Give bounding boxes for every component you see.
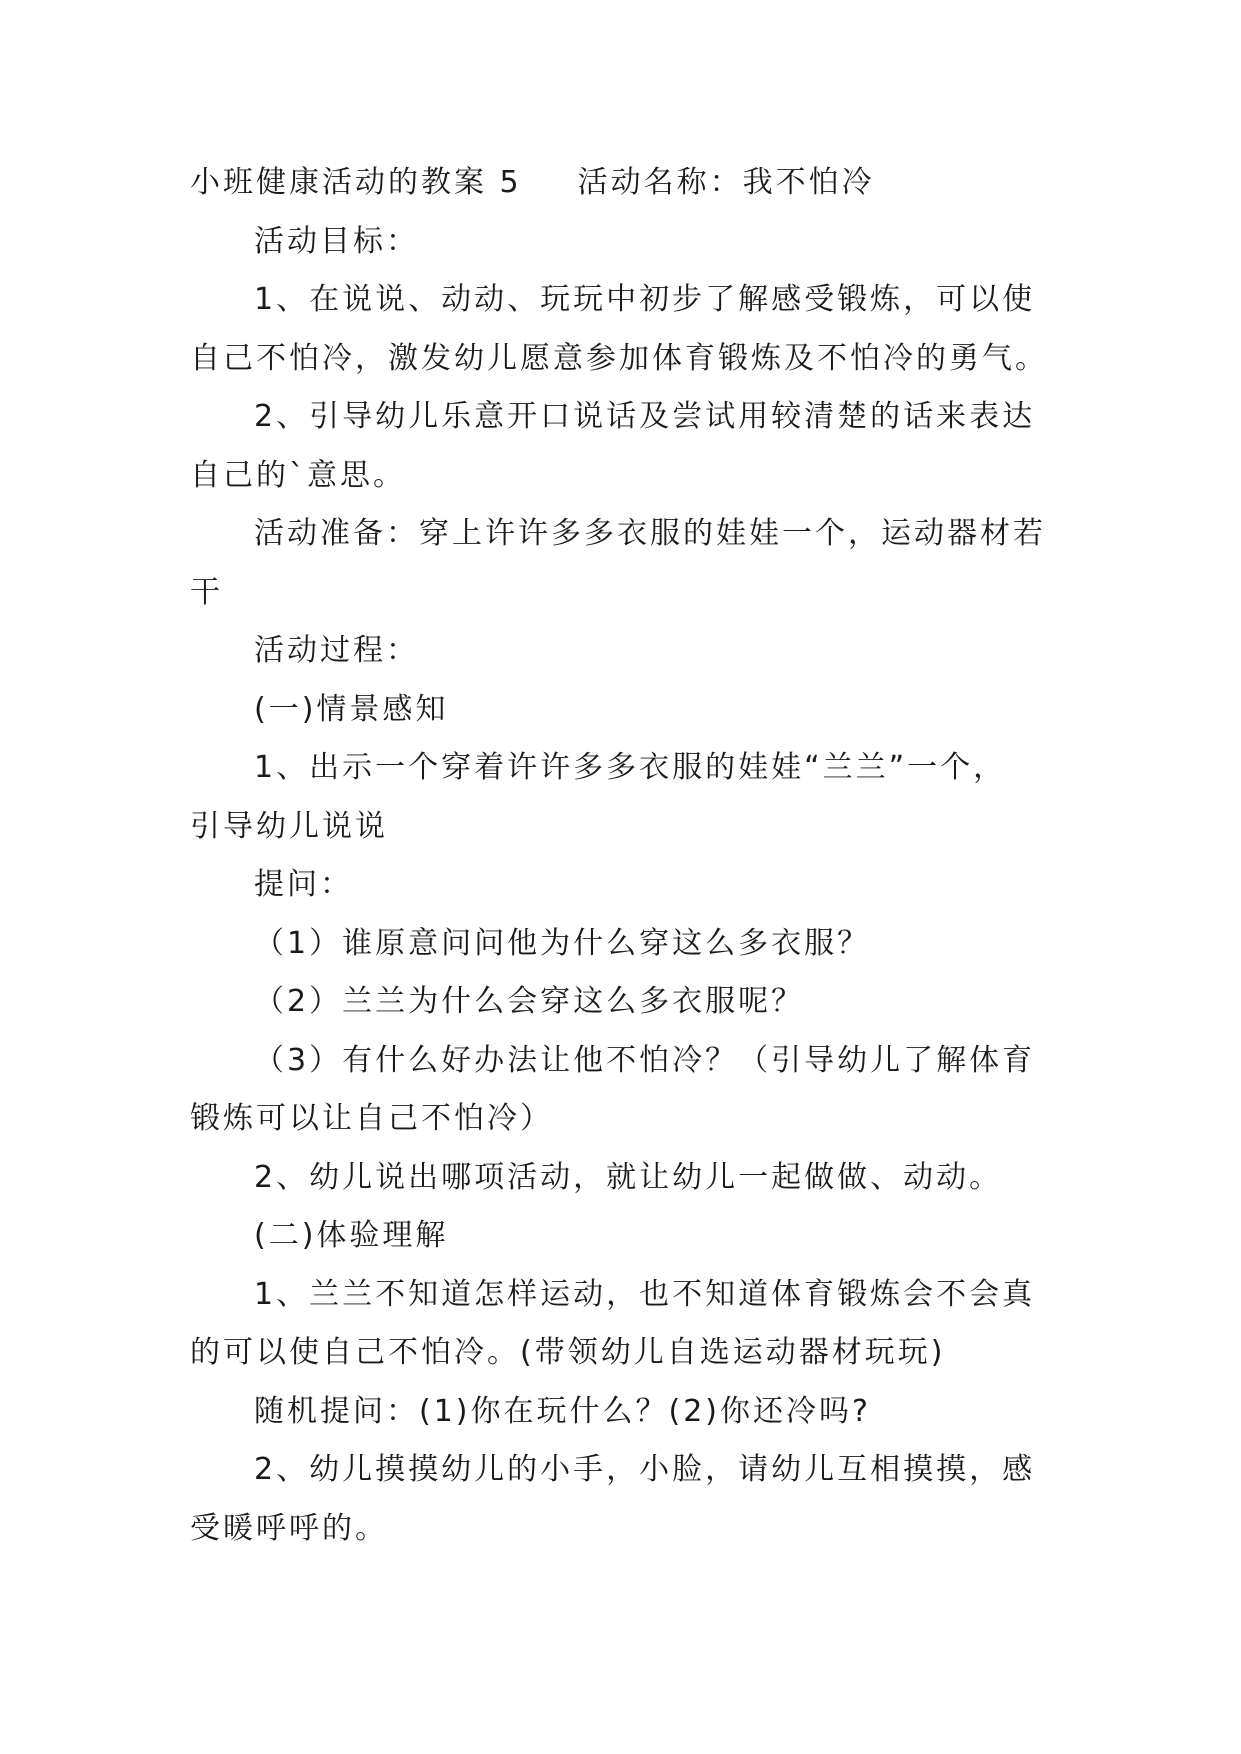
text-line: 活动过程： [254, 633, 419, 668]
text-line: 自己的`意思。 [190, 457, 406, 493]
text-line: 锻炼可以让自己不怕冷） [190, 1101, 553, 1136]
text-line: 1、出示一个穿着许许多多衣服的娃娃“兰兰”一个， [254, 750, 1007, 785]
text-line: （2）兰兰为什么会穿这么多衣服呢？ [254, 984, 805, 1019]
title-line [190, 154, 1070, 213]
document-body [190, 154, 1070, 1558]
paragraph-lines [190, 213, 1070, 1559]
text-line: （1）谁原意问问他为什么穿这么多衣服？ [254, 925, 871, 961]
text-line: 活动目标： [254, 223, 419, 259]
text-line: 干 [190, 574, 223, 610]
text-line: 引导幼儿说说 [190, 808, 388, 844]
document-heading: 小班健康活动的教案 5 [190, 165, 522, 200]
text-line: (一)情景感知 [254, 691, 449, 727]
text-line: 提问： [254, 867, 353, 902]
text-line: 1、在说说、动动、玩玩中初步了解感受锻炼，可以使 [254, 282, 1036, 317]
text-line: 2、幼儿摸摸幼儿的小手，小脸，请幼儿互相摸摸，感 [254, 1452, 1036, 1487]
text-line: 受暖呼呼的。 [190, 1510, 388, 1546]
text-line: 2、幼儿说出哪项活动，就让幼儿一起做做、动动。 [254, 1159, 1003, 1195]
text-line: (二)体验理解 [254, 1218, 449, 1253]
text-line: 1、兰兰不知道怎样运动，也不知道体育锻炼会不会真 [254, 1276, 1036, 1312]
text-line: （3）有什么好办法让他不怕冷？（引导幼儿了解体育 [254, 1042, 1036, 1078]
text-line: 活动准备：穿上许许多多衣服的娃娃一个，运动器材若 [254, 516, 1046, 551]
text-line: 随机提问：(1)你在玩什么？(2)你还冷吗? [254, 1393, 871, 1429]
text-line: 的可以使自己不怕冷。(带领幼儿自选运动器材玩玩) [190, 1335, 946, 1370]
text-line: 自己不怕冷，激发幼儿愿意参加体育锻炼及不怕冷的勇气。 [190, 340, 1048, 376]
activity-name: 活动名称：我不怕冷 [577, 165, 875, 200]
text-line: 2、引导幼儿乐意开口说话及尝试用较清楚的话来表达 [254, 399, 1036, 434]
